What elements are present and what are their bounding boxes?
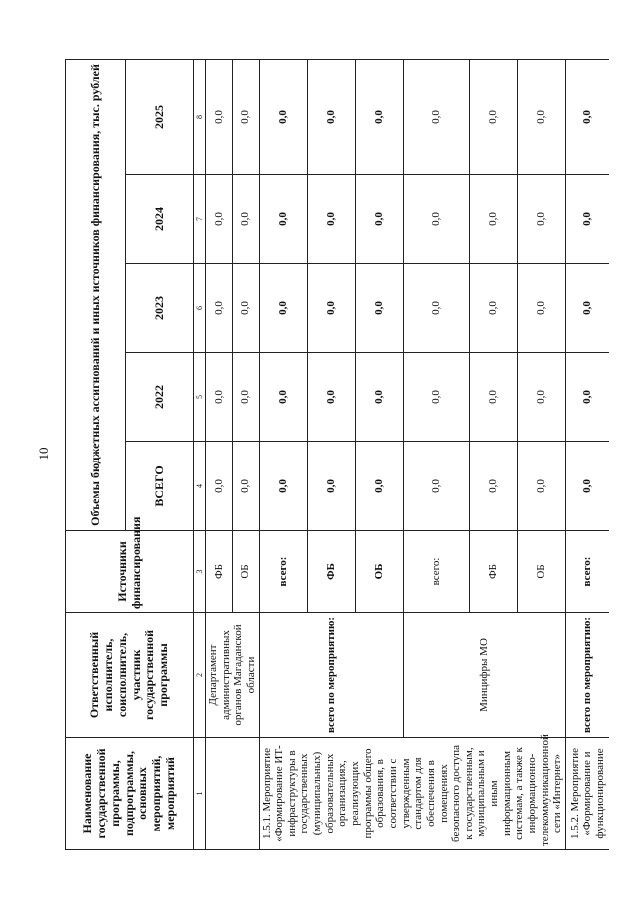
column-number: 7 xyxy=(194,175,206,264)
value-cell: 0,0 xyxy=(232,175,259,264)
header-executor: Ответственный исполнитель, соисполнитель, участник государственной программы xyxy=(66,613,194,738)
column-number: 4 xyxy=(194,442,206,531)
value-cell: 0,0 xyxy=(517,264,565,353)
source-cell: ФБ xyxy=(307,531,355,613)
column-number: 3 xyxy=(194,531,206,613)
value-cell: 0,0 xyxy=(206,442,233,531)
header-year-2022: 2022 xyxy=(126,353,194,442)
value-cell: 0,0 xyxy=(206,264,233,353)
executor-name: Минцифры МО xyxy=(403,613,565,738)
value-cell: 0,0 xyxy=(355,353,403,442)
value-cell: 0,0 xyxy=(232,264,259,353)
source-cell: всего: xyxy=(259,531,307,613)
source-cell: ОБ xyxy=(355,531,403,613)
empty-name-cell xyxy=(206,738,260,850)
value-cell: 0,0 xyxy=(259,353,307,442)
value-cell: 0,0 xyxy=(565,442,609,531)
value-cell: 0,0 xyxy=(232,442,259,531)
value-cell: 0,0 xyxy=(355,175,403,264)
value-cell: 0,0 xyxy=(206,175,233,264)
value-cell: 0,0 xyxy=(565,60,609,175)
header-financing-source: Источники финансирования xyxy=(66,531,194,613)
value-cell: 0,0 xyxy=(517,175,565,264)
measure-152-total-label: всего по мероприятию: xyxy=(565,613,609,738)
page-number: 10 xyxy=(36,447,51,461)
value-cell: 0,0 xyxy=(517,442,565,531)
source-cell: ОБ xyxy=(517,531,565,613)
header-year-2024: 2024 xyxy=(126,175,194,264)
value-cell: 0,0 xyxy=(206,60,233,175)
column-number: 1 xyxy=(194,738,206,850)
source-cell: ФБ xyxy=(206,531,233,613)
value-cell: 0,0 xyxy=(259,175,307,264)
value-cell: 0,0 xyxy=(259,264,307,353)
source-cell: всего: xyxy=(403,531,469,613)
value-cell: 0,0 xyxy=(565,264,609,353)
value-cell: 0,0 xyxy=(232,353,259,442)
value-cell: 0,0 xyxy=(565,353,609,442)
value-cell: 0,0 xyxy=(469,60,517,175)
measure-151-name: 1.5.1. Мероприятие «Формирование ИТ-инфраструктуры в государственных (муниципальных) образовательных организациях, реализующих программы общего образования, в соответствии с утвержденным стандартом для обеспечения в помещениях безопасного доступа к государственным, муниципальным и иным информационным системам, а также к информационно-телекоммуникационной сети «Интернет» xyxy=(259,738,565,850)
value-cell: 0,0 xyxy=(403,442,469,531)
value-cell: 0,0 xyxy=(259,442,307,531)
value-cell: 0,0 xyxy=(403,175,469,264)
department-name: Департамент административных органов Магаданской области xyxy=(206,613,260,738)
header-program-name: Наименование государственной программы, подпрограммы, основных мероприятий, мероприятий xyxy=(66,738,194,850)
column-number: 6 xyxy=(194,264,206,353)
header-year-2023: 2023 xyxy=(126,264,194,353)
header-year-2025: 2025 xyxy=(126,60,194,175)
value-cell: 0,0 xyxy=(307,60,355,175)
value-cell: 0,0 xyxy=(469,175,517,264)
header-year-total: ВСЕГО xyxy=(126,442,194,531)
value-cell: 0,0 xyxy=(206,353,233,442)
measure-152-name: 1.5.2. Мероприятие «Формирование и функционирование xyxy=(565,738,609,850)
source-cell: всего: xyxy=(565,531,609,613)
value-cell: 0,0 xyxy=(307,175,355,264)
budget-table xyxy=(65,59,609,850)
value-cell: 0,0 xyxy=(517,60,565,175)
value-cell: 0,0 xyxy=(307,442,355,531)
measure-151-total-label: всего по мероприятию: xyxy=(259,613,403,738)
value-cell: 0,0 xyxy=(307,264,355,353)
value-cell: 0,0 xyxy=(307,353,355,442)
rotated-table-container xyxy=(65,60,607,850)
column-number: 2 xyxy=(194,613,206,738)
column-number: 5 xyxy=(194,353,206,442)
value-cell: 0,0 xyxy=(403,264,469,353)
value-cell: 0,0 xyxy=(355,60,403,175)
value-cell: 0,0 xyxy=(259,60,307,175)
source-cell: ОБ xyxy=(232,531,259,613)
column-number: 8 xyxy=(194,60,206,175)
source-cell: ФБ xyxy=(469,531,517,613)
value-cell: 0,0 xyxy=(232,60,259,175)
value-cell: 0,0 xyxy=(469,264,517,353)
value-cell: 0,0 xyxy=(469,353,517,442)
value-cell: 0,0 xyxy=(355,264,403,353)
value-cell: 0,0 xyxy=(403,353,469,442)
value-cell: 0,0 xyxy=(517,353,565,442)
header-volumes: Объемы бюджетных ассигнований и иных источников финансирования, тыс. рублей xyxy=(66,60,126,531)
value-cell: 0,0 xyxy=(403,60,469,175)
value-cell: 0,0 xyxy=(469,442,517,531)
value-cell: 0,0 xyxy=(355,442,403,531)
value-cell: 0,0 xyxy=(565,175,609,264)
